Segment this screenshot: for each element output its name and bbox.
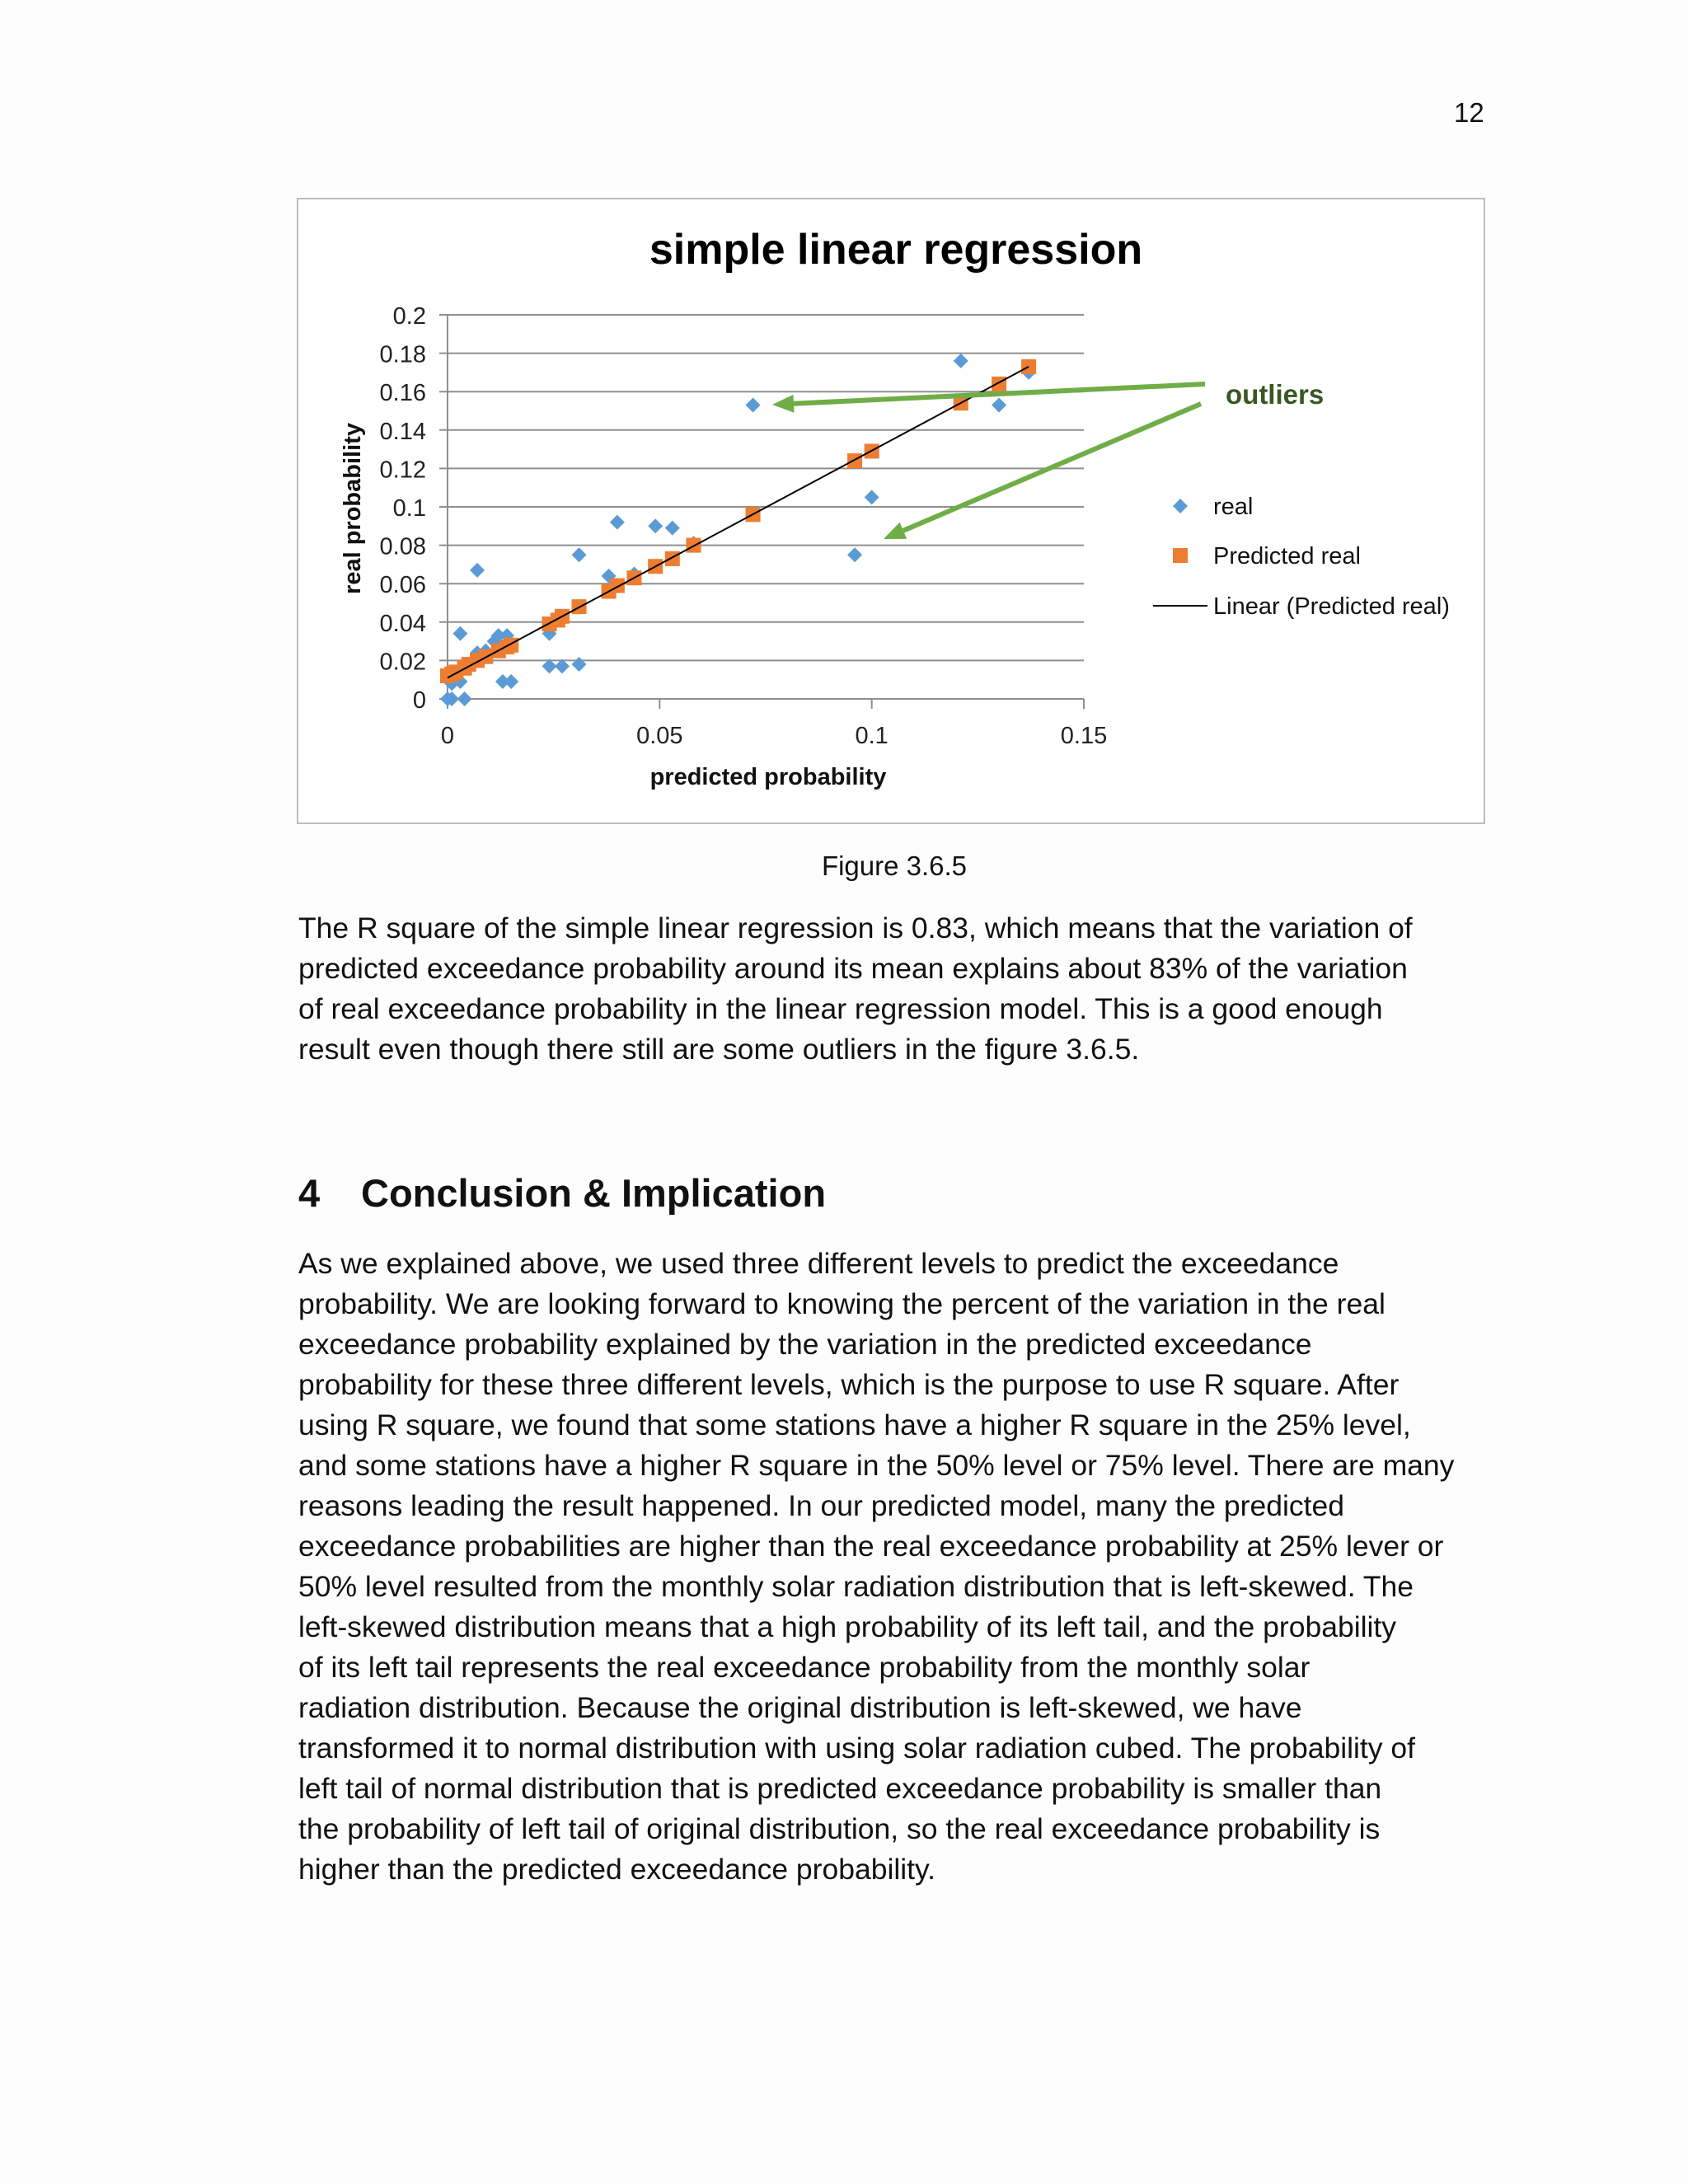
real-point-diamond xyxy=(648,518,663,533)
paragraph2-line: transformed it to normal distribution with using solar radiation cubed. The probability of xyxy=(298,1732,1415,1765)
real-point-diamond xyxy=(452,626,467,641)
y-tick-label: 0.04 xyxy=(379,610,426,637)
paragraph1-line: of real exceedance probability in the linear regression model. This is a good enough xyxy=(298,992,1383,1025)
scatter-chart xyxy=(297,198,1485,824)
y-tick-label: 0.08 xyxy=(379,533,426,560)
y-tick-label: 0.06 xyxy=(379,572,426,599)
real-point-diamond xyxy=(457,691,472,706)
paragraph2-line: left-skewed distribution means that a high probability of its left tail, and the probability xyxy=(298,1610,1396,1643)
x-tick-label: 0 xyxy=(440,723,455,749)
paragraph2-line: probability for these three different levels, which is the purpose to use R square. After xyxy=(298,1368,1400,1401)
real-point-diamond xyxy=(865,490,879,504)
paragraph-conclusion xyxy=(298,1244,1502,1890)
y-tick-label: 0 xyxy=(412,687,426,714)
chart-title: simple linear regression xyxy=(649,226,1143,274)
x-tick-label: 0.15 xyxy=(1060,723,1108,749)
y-tick-label: 0.16 xyxy=(379,380,426,407)
paragraph2-line: left tail of normal distribution that is predicted exceedance probability is smaller than xyxy=(298,1772,1382,1805)
legend-label-real: real xyxy=(1213,494,1254,520)
real-point-diamond xyxy=(572,657,587,672)
real-point-diamond xyxy=(847,547,862,562)
real-point-diamond xyxy=(504,674,518,689)
paragraph2-line: radiation distribution. Because the original distribution is left-skewed, we have xyxy=(298,1691,1302,1724)
x-axis-title: predicted probability xyxy=(649,764,887,790)
paragraph1-line: predicted exceedance probability around its mean explains about 83% of the variation xyxy=(298,952,1408,985)
predicted-point-square xyxy=(992,377,1006,391)
predicted-point-square xyxy=(665,551,680,566)
real-point-diamond xyxy=(572,547,587,562)
paragraph2-line: and some stations have a higher R square in the 50% level or 75% level. There are many xyxy=(298,1449,1455,1482)
paragraph2-line: exceedance probabilities are higher than the real exceedance probability at 25% lever or xyxy=(298,1530,1444,1563)
paragraph2-line: reasons leading the result happened. In our predicted model, many the predicted xyxy=(298,1489,1344,1522)
y-axis-title: real probability xyxy=(340,423,366,594)
trendline xyxy=(448,367,1029,677)
legend-predicted-square-icon xyxy=(1173,548,1188,563)
outlier-arrow-head xyxy=(772,395,794,413)
outliers-annotation: outliers xyxy=(1226,379,1325,410)
section-number: 4 xyxy=(298,1171,321,1215)
legend-label-predicted: Predicted real xyxy=(1213,543,1361,569)
chart-canvas xyxy=(298,199,1487,826)
paragraph1-line: The R square of the simple linear regression is 0.83, which means that the variation of xyxy=(298,912,1413,944)
paragraph2-line: the probability of left tail of original distribution, so the real exceedance probability is xyxy=(298,1812,1381,1845)
real-point-diamond xyxy=(665,521,680,536)
section-heading xyxy=(298,1170,826,1216)
paragraph2-line: of its left tail represents the real exceedance probability from the monthly solar xyxy=(298,1651,1311,1684)
real-point-diamond xyxy=(746,398,761,413)
paragraph2-line: probability. We are looking forward to knowing the percent of the variation in the real xyxy=(298,1287,1386,1320)
y-tick-label: 0.1 xyxy=(392,495,426,522)
y-tick-label: 0.02 xyxy=(379,649,426,676)
x-tick-label: 0.1 xyxy=(855,723,889,749)
y-tick-label: 0.14 xyxy=(379,418,426,445)
paragraph2-line: 50% level resulted from the monthly solar radiation distribution that is left-skewed. The xyxy=(298,1570,1414,1603)
paragraph2-line: exceedance probability explained by the variation in the predicted exceedance xyxy=(298,1328,1312,1361)
predicted-point-square xyxy=(847,453,862,468)
section-title: Conclusion & Implication xyxy=(361,1171,827,1215)
real-point-diamond xyxy=(954,354,968,368)
x-tick-label: 0.05 xyxy=(636,723,683,749)
y-tick-label: 0.18 xyxy=(379,341,426,368)
real-point-diamond xyxy=(470,563,485,578)
real-point-diamond xyxy=(992,398,1006,413)
y-tick-label: 0.2 xyxy=(392,303,426,330)
y-tick-label: 0.12 xyxy=(379,457,426,484)
paragraph2-line: As we explained above, we used three different levels to predict the exceedance xyxy=(298,1247,1339,1280)
legend-label-linear: Linear (Predicted real) xyxy=(1213,593,1450,620)
paragraph2-line: higher than the predicted exceedance probability. xyxy=(298,1853,935,1886)
outlier-arrow-line xyxy=(903,404,1201,531)
legend-real-diamond-icon xyxy=(1173,499,1188,513)
paragraph-r-square xyxy=(298,908,1502,1070)
paragraph1-line: result even though there still are some outliers in the figure 3.6.5. xyxy=(298,1033,1140,1066)
page-number: 12 xyxy=(1454,97,1484,128)
real-point-diamond xyxy=(610,515,625,530)
paragraph2-line: using R square, we found that some stations have a higher R square in the 25% level, xyxy=(298,1408,1411,1441)
figure-caption: Figure 3.6.5 xyxy=(821,851,968,881)
